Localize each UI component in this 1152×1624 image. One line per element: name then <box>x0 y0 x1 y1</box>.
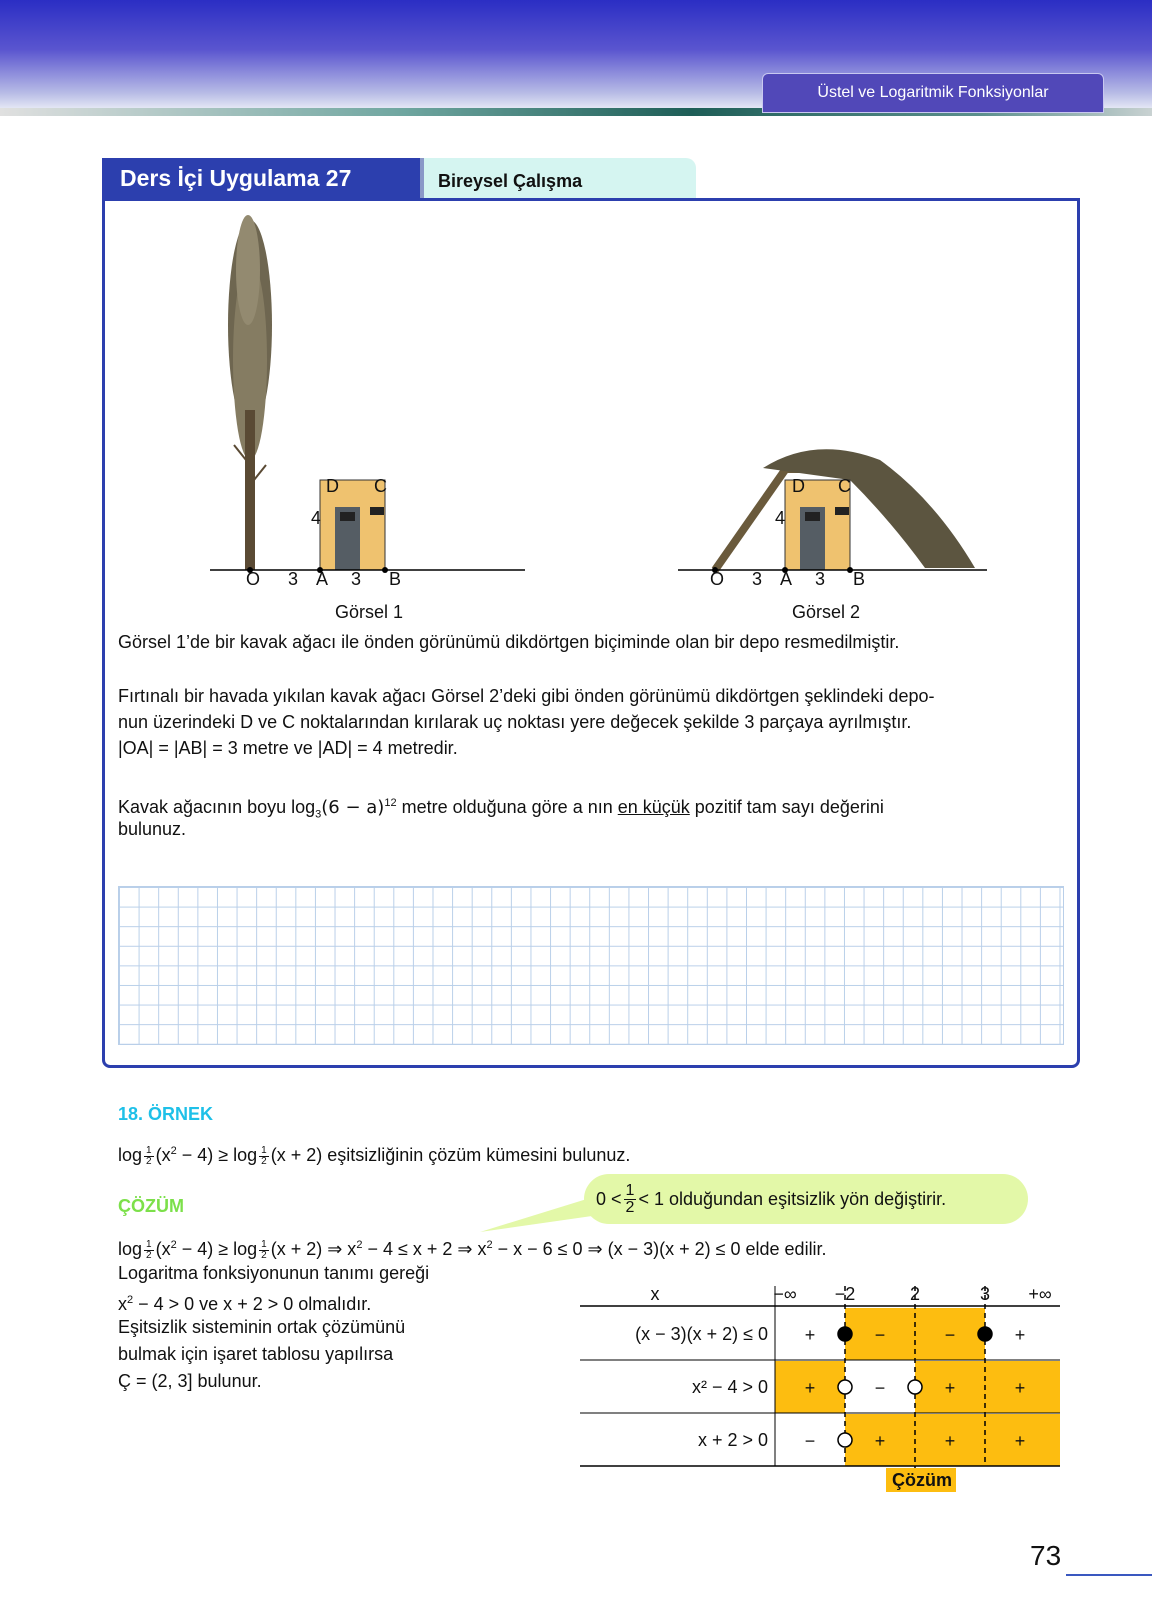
solution-line-6: Ç = (2, 3] bulunur. <box>118 1371 262 1391</box>
fig2-label-c: C <box>838 476 851 496</box>
sign-table-sign-1-1: − <box>874 1378 886 1398</box>
sign-table-point-3: 3 <box>979 1284 991 1304</box>
sign-table <box>580 1276 1080 1496</box>
chapter-title: Üstel ve Logaritmik Fonksiyonlar <box>762 73 1104 113</box>
fig1-caption: Görsel 1 <box>335 602 404 622</box>
solution-line-1: log $\frac{1}{2}$ $(x^2 - 4) \ge \log$ $\frac{1}{2}$ (x + 2) ⇒ $x^2 - 4 \le x + 2$ ⇒ $x^2 - x - 6 \le 0$ ⇒ (x − 3)(x + 2) ≤ 0 elde edilir. <box>118 1238 827 1261</box>
paragraph-storm-1: Fırtınalı bir havada yıkılan kavak ağacı Görsel 2’deki gibi önden görünümü dikdörtgen şeklindeki depo- <box>118 686 935 706</box>
figure-2-broken-tree <box>675 440 995 580</box>
paragraph-question: Kavak ağacının boyu $\log_3(6 - a)^{12}$ metre olduğuna göre a nın en küçük pozitif tam sayı değerini <box>118 797 884 821</box>
activity-subtitle: Bireysel Çalışma <box>424 158 696 198</box>
fig1-label-c: C <box>374 476 387 496</box>
fig2-axis-o: O <box>710 569 725 589</box>
sign-table-point-2: 2 <box>909 1284 921 1304</box>
sign-table-row-label-0: (x − 3)(x + 2) ≤ 0 <box>635 1324 768 1344</box>
sign-table-sign-2-0: − <box>804 1431 816 1451</box>
fig1-label-d: D <box>326 476 339 496</box>
page-number: 73 <box>1030 1540 1062 1571</box>
fig1-axis-o: O <box>246 569 261 589</box>
paragraph-question-2: bulunuz. <box>118 819 187 839</box>
sign-table-sign-0-3: + <box>1014 1325 1026 1345</box>
bubble-pointer <box>480 1196 600 1236</box>
fig2-axis-b: B <box>853 569 866 589</box>
fig1-axis-3b: 3 <box>351 569 362 589</box>
fig2-label-d: D <box>792 476 805 496</box>
figure-1-tree-and-depot <box>210 210 530 580</box>
solution-line-5: bulmak için işaret tablosu yapılırsa <box>118 1344 394 1364</box>
fig2-axis-3a: 3 <box>752 569 763 589</box>
sign-table-sign-0-0: + <box>804 1325 816 1345</box>
highlight-row2b <box>915 1361 1060 1413</box>
fig1-axis-3a: 3 <box>288 569 299 589</box>
sign-table-marker-1 <box>978 1327 992 1341</box>
fig1-axis-a: A <box>316 569 329 589</box>
solution-title: ÇÖZÜM <box>118 1196 184 1216</box>
poplar-tree-illustration <box>228 215 272 570</box>
answer-grid[interactable] <box>118 886 1064 1045</box>
sign-table-sign-1-3: + <box>1014 1378 1026 1398</box>
page-number-rule <box>1066 1574 1152 1576</box>
sign-table-sign-0-1: − <box>874 1325 886 1345</box>
hint-bubble: 0 < $\frac{1}{2}$ < 1 olduğundan eşitsizlik yön değiştirir. <box>584 1174 1028 1224</box>
sign-table-point-0: −∞ <box>773 1284 797 1304</box>
sign-table-sign-1-0: + <box>804 1378 816 1398</box>
fig2-side-label: 4 <box>775 508 786 528</box>
sign-table-marker-3 <box>908 1380 922 1394</box>
sign-table-sign-2-3: + <box>1014 1431 1026 1451</box>
sign-table-sign-2-1: + <box>874 1431 886 1451</box>
fig2-axis-a: A <box>780 569 793 589</box>
paragraph-intro: Görsel 1’de bir kavak ağacı ile önden görünümü dikdörtgen biçiminde olan bir depo resmedilmiştir. <box>118 632 900 652</box>
solution-line-2: Logaritma fonksiyonunun tanımı gereği <box>118 1263 430 1283</box>
sign-table-marker-4 <box>838 1433 852 1447</box>
fig1-side-label: 4 <box>311 508 322 528</box>
solution-line-3: $x^2 - 4 > 0$ ve x + 2 > 0 olmalıdır. <box>118 1294 372 1314</box>
fig2-caption: Görsel 2 <box>792 602 861 622</box>
sign-table-point-1: −2 <box>834 1284 856 1304</box>
sign-table-row-label-2: x + 2 > 0 <box>697 1430 768 1450</box>
sign-table-point-4: +∞ <box>1028 1284 1052 1304</box>
example-question: log $\frac{1}{2}$ $(x^2 - 4) \ge \log$ $\frac{1}{2}$ (x + 2) eşitsizliğinin çözüm kümesini bulunuz. <box>118 1144 631 1167</box>
sign-table-row-label-1: x² − 4 > 0 <box>691 1377 768 1397</box>
sign-table-sign-1-2: + <box>944 1378 956 1398</box>
fig2-axis-3b: 3 <box>815 569 826 589</box>
paragraph-storm-2: nun üzerindeki D ve C noktalarından kırılarak uç noktası yere değecek şekilde 3 parçaya ayrılmıştır. <box>118 712 912 732</box>
fig1-axis-b: B <box>389 569 402 589</box>
sign-table-sign-0-2: − <box>944 1325 956 1345</box>
activity-title: Ders İçi Uygulama 27 <box>102 158 420 198</box>
solution-line-4: Eşitsizlik sisteminin ortak çözümünü <box>118 1317 406 1337</box>
sign-table-solution-label: Çözüm <box>892 1470 952 1490</box>
sign-table-sign-2-2: + <box>944 1431 956 1451</box>
sign-table-marker-2 <box>838 1380 852 1394</box>
sign-table-x-header: x <box>650 1284 660 1304</box>
paragraph-storm-3: |OA| = |AB| = 3 metre ve |AD| = 4 metredir. <box>118 738 458 758</box>
example-title: 18. ÖRNEK <box>118 1104 214 1124</box>
sign-table-marker-0 <box>838 1327 852 1341</box>
